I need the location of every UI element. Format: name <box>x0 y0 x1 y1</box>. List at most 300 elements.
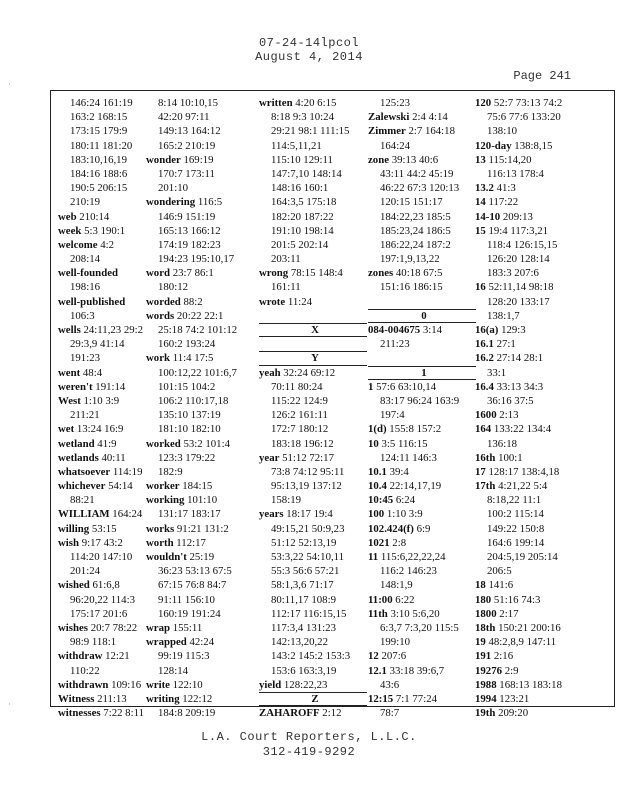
index-continuation <box>146 422 258 436</box>
index-references: 180:12 <box>158 281 188 294</box>
index-references: 210:19 <box>70 196 100 209</box>
index-continuation <box>146 238 258 252</box>
index-entry <box>259 706 371 720</box>
index-references: 153:6 163:3,19 <box>271 664 337 677</box>
section-letter: 0 <box>368 309 480 323</box>
index-entry <box>259 678 371 692</box>
index-references: 3:10 5:6,20 <box>387 607 440 620</box>
index-references: 39:13 40:6 <box>389 153 439 166</box>
index-headword: withdrawn <box>58 678 109 691</box>
index-references: 131:17 183:17 <box>158 508 221 521</box>
index-continuation <box>259 479 371 493</box>
index-entry <box>146 295 258 309</box>
index-continuation <box>475 522 587 536</box>
index-continuation <box>146 167 258 181</box>
index-references: 9:17 43:2 <box>79 536 123 549</box>
index-entry <box>475 181 587 195</box>
index-references: 199:10 <box>380 636 410 649</box>
index-references: 70:11 80:24 <box>271 380 323 393</box>
index-entry <box>259 366 371 380</box>
index-references: 25:19 <box>186 551 215 563</box>
index-headword: wishes <box>58 621 88 634</box>
index-headword: 12.1 <box>368 664 387 677</box>
index-continuation <box>475 167 587 181</box>
index-references: 18:17 19:4 <box>283 508 333 521</box>
index-continuation <box>146 110 258 124</box>
index-references: 160:2 193:24 <box>158 338 216 351</box>
section-letter: Z <box>259 692 371 706</box>
index-references: 118:4 126:15,15 <box>487 238 558 251</box>
index-references: 204:5,19 205:14 <box>487 551 558 563</box>
index-entry <box>475 422 587 436</box>
index-headword: wonder <box>146 153 181 166</box>
index-references: 20:22 22:1 <box>174 309 224 322</box>
index-continuation <box>475 295 587 309</box>
index-references: 184:8 209:19 <box>158 707 216 720</box>
index-references: 207:6 <box>378 650 407 663</box>
index-references: 110:22 <box>70 664 100 677</box>
index-continuation <box>146 366 258 380</box>
index-headword: 10.1 <box>368 465 387 478</box>
index-entry <box>475 96 587 110</box>
index-references: 147:7,10 148:14 <box>271 167 342 180</box>
index-references: 100:12,22 101:6,7 <box>158 366 237 379</box>
index-references: 160:19 191:24 <box>158 607 221 620</box>
index-references: 61:6,8 <box>89 579 120 592</box>
index-references: 126:2 161:11 <box>271 409 328 422</box>
index-references: 33:18 39:6,7 <box>386 664 445 677</box>
index-references: 3:5 116:15 <box>378 437 428 450</box>
index-references: 52:11,14 98:18 <box>485 281 554 294</box>
index-headword: 102.424(f) <box>368 522 414 535</box>
index-entry <box>146 266 258 280</box>
index-continuation <box>475 366 587 380</box>
index-references: 8:18,22 11:1 <box>487 494 542 507</box>
index-entry <box>475 664 587 678</box>
index-entry <box>475 678 587 692</box>
index-headword: 15 <box>475 224 486 237</box>
index-entry <box>475 635 587 649</box>
index-continuation <box>146 124 258 138</box>
page-number: Page 241 <box>513 69 571 83</box>
index-continuation <box>146 210 258 224</box>
index-references: 149:22 150:8 <box>487 522 545 535</box>
index-references: 2:16 <box>491 650 514 663</box>
index-references: 43:6 <box>380 678 400 691</box>
header-filename: 07-24-14lpcol <box>258 36 360 50</box>
index-headword: web <box>58 210 77 223</box>
index-entry <box>475 607 587 621</box>
index-references: 170:7 173:11 <box>158 167 215 180</box>
index-headword: works <box>146 522 175 535</box>
index-headword: year <box>259 451 280 464</box>
index-entry <box>368 422 480 436</box>
index-entry <box>475 351 587 365</box>
index-references: 123:21 <box>496 692 530 705</box>
index-headword: weren't <box>58 380 93 393</box>
section-letter: Y <box>259 351 371 365</box>
footer-reporter: L.A. Court Reporters, L.L.C. <box>201 730 417 744</box>
index-references: 206:5 <box>487 565 512 578</box>
index-headword: 16 <box>475 281 486 294</box>
index-entry <box>368 323 480 337</box>
index-references: 41:3 <box>493 182 516 195</box>
index-headword: 120-day <box>475 139 512 152</box>
index-headword: 16.4 <box>475 380 494 393</box>
index-continuation <box>146 323 258 337</box>
index-references: 158:19 <box>271 494 301 507</box>
index-headword: West <box>58 394 81 407</box>
index-references: 146:24 161:19 <box>70 97 133 109</box>
index-headword: 11 <box>368 551 379 563</box>
index-headword: zone <box>368 153 389 166</box>
index-references: 143:2 145:2 153:3 <box>271 650 351 663</box>
index-continuation <box>368 337 480 351</box>
index-continuation <box>259 578 371 592</box>
index-continuation <box>146 607 258 621</box>
index-headword: well-founded <box>58 267 118 280</box>
index-headword: 10.4 <box>368 480 387 493</box>
index-references: 125:23 <box>380 97 410 109</box>
index-continuation <box>259 252 371 266</box>
index-references: 184:22,23 185:5 <box>380 210 451 223</box>
index-references: 4:21,22 5:4 <box>495 480 548 493</box>
index-references: 201:24 <box>70 565 100 578</box>
index-continuation <box>146 507 258 521</box>
index-continuation <box>146 394 258 408</box>
index-references: 2:4 4:14 <box>409 111 448 124</box>
index-headword: 19th <box>475 707 496 720</box>
index-references: 194:23 195:10,17 <box>158 253 235 266</box>
index-continuation <box>259 593 371 607</box>
index-entry <box>259 266 371 280</box>
index-headword: yield <box>259 678 282 691</box>
index-continuation <box>368 635 480 649</box>
index-headword: willing <box>58 522 90 535</box>
index-references: 114:20 147:10 <box>70 551 133 563</box>
index-references: 24:11,23 29:2 <box>80 324 144 336</box>
index-continuation <box>475 238 587 252</box>
index-references: 128:17 138:4,18 <box>485 465 560 478</box>
index-references: 42:20 97:11 <box>158 111 210 124</box>
index-continuation <box>259 195 371 209</box>
index-references: 2:9 <box>502 664 519 677</box>
index-continuation <box>368 167 480 181</box>
index-continuation <box>475 507 587 521</box>
index-headword: well-published <box>58 295 126 308</box>
index-references: 183:3 207:6 <box>487 267 539 280</box>
index-references: 19:4 117:3,21 <box>485 224 549 237</box>
index-references: 183:18 196:12 <box>271 437 334 450</box>
index-references: 126:20 128:14 <box>487 253 550 266</box>
index-references: 122:12 <box>179 692 213 705</box>
index-entry <box>475 593 587 607</box>
index-headword: wished <box>58 579 90 592</box>
index-headword: written <box>259 97 293 109</box>
index-references: 208:14 <box>70 253 100 266</box>
index-references: 40:18 67:5 <box>393 267 443 280</box>
index-references: 117:22 <box>485 196 519 209</box>
index-headword: 14-10 <box>475 210 501 223</box>
index-entry <box>368 380 480 394</box>
index-continuation <box>146 380 258 394</box>
index-continuation <box>259 224 371 238</box>
index-continuation <box>146 664 258 678</box>
index-references: 114:5,11,21 <box>271 139 322 152</box>
index-headword: years <box>259 508 284 521</box>
index-references: 169:19 <box>180 153 214 166</box>
section-letter: 1 <box>368 366 480 380</box>
index-headword: 10:45 <box>368 494 394 507</box>
index-continuation <box>368 252 480 266</box>
index-references: 98:9 118:1 <box>70 636 117 649</box>
index-headword: 19 <box>475 636 486 649</box>
index-headword: 1021 <box>368 536 390 549</box>
index-continuation <box>259 422 371 436</box>
index-headword: 1800 <box>475 607 497 620</box>
index-entry <box>368 465 480 479</box>
word-index <box>50 90 615 720</box>
index-continuation <box>475 266 587 280</box>
index-references: 43:11 44:2 45:19 <box>380 167 454 180</box>
index-entry <box>146 522 258 536</box>
index-references: 135:10 137:19 <box>158 409 221 422</box>
index-entry <box>368 664 480 678</box>
index-references: 115:6,22,22,24 <box>378 551 446 563</box>
index-continuation <box>259 465 371 479</box>
index-references: 5:3 190:1 <box>81 224 126 237</box>
index-references: 2:13 <box>496 409 519 422</box>
index-references: 1:10 3:9 <box>384 508 423 521</box>
index-entry <box>368 507 480 521</box>
index-entry <box>475 408 587 422</box>
index-references: 141:6 <box>485 579 514 592</box>
index-continuation <box>259 550 371 564</box>
index-entry <box>475 139 587 153</box>
index-continuation <box>368 280 480 294</box>
index-continuation <box>259 635 371 649</box>
index-references: 201:5 202:14 <box>271 238 329 251</box>
index-references: 155:8 157:2 <box>386 423 442 436</box>
index-headword: working <box>146 494 185 507</box>
index-headword: wrote <box>259 295 286 308</box>
index-entry <box>146 351 258 365</box>
section-letter: X <box>259 323 371 337</box>
index-references: 6:22 <box>392 593 415 606</box>
index-entry <box>368 110 480 124</box>
index-continuation <box>259 153 371 167</box>
index-continuation <box>259 536 371 550</box>
index-headword: 17 <box>475 465 486 478</box>
index-references: 209:13 <box>500 210 533 223</box>
index-headword: 16.1 <box>475 338 494 351</box>
index-references: 109:16 <box>108 678 142 691</box>
index-references: 148:16 160:1 <box>271 182 329 195</box>
index-continuation <box>259 664 371 678</box>
index-references: 83:17 96:24 163:9 <box>380 394 460 407</box>
index-references: 33:13 34:3 <box>493 380 544 393</box>
index-references: 39:4 <box>386 465 409 478</box>
index-references: 115:22 124:9 <box>271 394 328 407</box>
index-references: 49:15,21 50:9,23 <box>271 522 345 535</box>
index-headword: 13.2 <box>475 182 494 195</box>
index-references: 36:23 53:13 67:5 <box>158 565 232 578</box>
index-continuation <box>259 522 371 536</box>
index-entry <box>146 195 258 209</box>
index-references: 165:2 210:19 <box>158 139 216 152</box>
index-entry <box>475 465 587 479</box>
index-entry <box>475 479 587 493</box>
index-headword: Zimmer <box>368 125 406 138</box>
index-continuation <box>368 578 480 592</box>
index-references: 7:1 77:24 <box>393 692 437 705</box>
index-references: 4:20 6:15 <box>292 97 337 109</box>
index-entry <box>368 536 480 550</box>
index-references: 27:1 <box>493 338 516 351</box>
index-references: 181:10 182:10 <box>158 423 221 436</box>
index-headword: 10 <box>368 437 379 450</box>
index-references: 2:12 <box>319 707 342 720</box>
index-headword: went <box>58 366 81 379</box>
index-references: 114:19 <box>110 465 143 478</box>
header-date: August 4, 2014 <box>255 50 363 64</box>
index-entry <box>368 493 480 507</box>
index-references: 197:1,9,13,22 <box>380 253 440 266</box>
index-continuation <box>475 394 587 408</box>
index-entry <box>475 451 587 465</box>
index-references: 29:3,9 41:14 <box>70 338 125 351</box>
index-continuation <box>475 110 587 124</box>
index-headword: wetland <box>58 437 95 450</box>
index-references: 42:24 <box>186 636 215 649</box>
index-entry <box>368 550 480 564</box>
index-references: 173:15 179:9 <box>70 125 128 138</box>
index-column <box>146 96 258 720</box>
index-references: 123:3 179:22 <box>158 451 216 464</box>
index-continuation <box>475 309 587 323</box>
scan-mark: · <box>8 700 11 710</box>
index-entry <box>368 124 480 138</box>
index-references: 142:13,20,22 <box>271 636 328 649</box>
index-headword: 1(d) <box>368 423 387 436</box>
index-headword: whatsoever <box>58 465 111 478</box>
index-references: 12:21 <box>102 650 130 663</box>
index-continuation <box>146 451 258 465</box>
index-headword: 180 <box>475 593 492 606</box>
index-headword: Zalewski <box>368 111 410 124</box>
index-references: 198:16 <box>70 281 100 294</box>
index-continuation <box>259 621 371 635</box>
index-entry <box>368 153 480 167</box>
index-references: 138:1,7 <box>487 309 520 322</box>
index-column <box>475 96 587 720</box>
index-headword: wetlands <box>58 451 99 464</box>
index-entry <box>368 649 480 663</box>
index-references: 161:11 <box>271 281 301 294</box>
index-headword: words <box>146 309 175 322</box>
index-continuation <box>146 706 258 720</box>
index-headword: withdraw <box>58 650 103 663</box>
index-references: 67:15 76:8 84:7 <box>158 579 227 592</box>
index-continuation <box>368 96 480 110</box>
index-references: 53:15 <box>89 522 117 535</box>
index-references: 8:18 9:3 10:24 <box>271 111 334 124</box>
index-references: 4:2 <box>97 238 115 251</box>
index-continuation <box>146 649 258 663</box>
index-continuation <box>368 351 480 365</box>
index-entry <box>368 479 480 493</box>
index-references: 78:7 <box>380 707 400 720</box>
index-references: 138:10 <box>487 125 517 138</box>
index-continuation <box>259 649 371 663</box>
index-continuation <box>368 238 480 252</box>
index-references: 128:14 <box>158 664 188 677</box>
index-continuation <box>368 564 480 578</box>
index-references: 32:24 69:12 <box>280 366 336 379</box>
index-references: 2:17 <box>496 607 519 620</box>
footer-phone: 312-419-9292 <box>262 745 356 759</box>
index-references: 190:5 206:15 <box>70 182 128 195</box>
index-entry <box>475 337 587 351</box>
index-headword: wouldn't <box>146 551 187 563</box>
index-references: 184:16 188:6 <box>70 167 128 180</box>
index-references: 163:2 168:15 <box>70 111 128 124</box>
index-continuation <box>368 181 480 195</box>
index-headword: week <box>58 224 82 237</box>
index-references: 209:20 <box>495 707 529 720</box>
index-headword: 16.2 <box>475 352 494 365</box>
index-references: 41:9 <box>94 437 117 450</box>
index-references: 210:14 <box>76 210 110 223</box>
index-references: 115:10 129:11 <box>271 153 333 166</box>
index-continuation <box>259 607 371 621</box>
index-continuation <box>475 493 587 507</box>
index-headword: wet <box>58 423 75 436</box>
index-references: 27:14 28:1 <box>493 352 544 365</box>
index-continuation <box>368 621 480 635</box>
index-entry <box>146 621 258 635</box>
index-continuation <box>368 706 480 720</box>
index-references: 48:2,8,9 147:11 <box>485 636 557 649</box>
index-continuation <box>146 408 258 422</box>
index-references: 51:16 74:3 <box>491 593 541 606</box>
index-entry <box>475 195 587 209</box>
index-continuation <box>259 238 371 252</box>
index-entry <box>368 692 480 706</box>
index-references: 88:21 <box>70 494 95 507</box>
index-references: 115:14,20 <box>485 153 532 166</box>
index-entry <box>146 437 258 451</box>
index-continuation <box>368 195 480 209</box>
index-references: 6:9 <box>413 522 431 535</box>
index-headword: 191 <box>475 650 492 663</box>
index-references: 182:9 <box>158 465 183 478</box>
index-references: 174:19 182:23 <box>158 238 221 251</box>
index-references: 116:5 <box>195 196 223 209</box>
index-continuation <box>368 224 480 238</box>
index-headword: 1994 <box>475 692 497 705</box>
index-continuation <box>259 139 371 153</box>
index-continuation <box>475 564 587 578</box>
index-entry <box>146 153 258 167</box>
index-references: 3:14 <box>420 324 443 336</box>
index-references: 96:20,22 114:3 <box>70 593 135 606</box>
index-headword: worker <box>146 480 180 493</box>
index-entry <box>146 536 258 550</box>
index-references: 211:23 <box>380 338 410 351</box>
index-headword: 16th <box>475 451 496 464</box>
index-references: 191:10 198:14 <box>271 224 334 237</box>
